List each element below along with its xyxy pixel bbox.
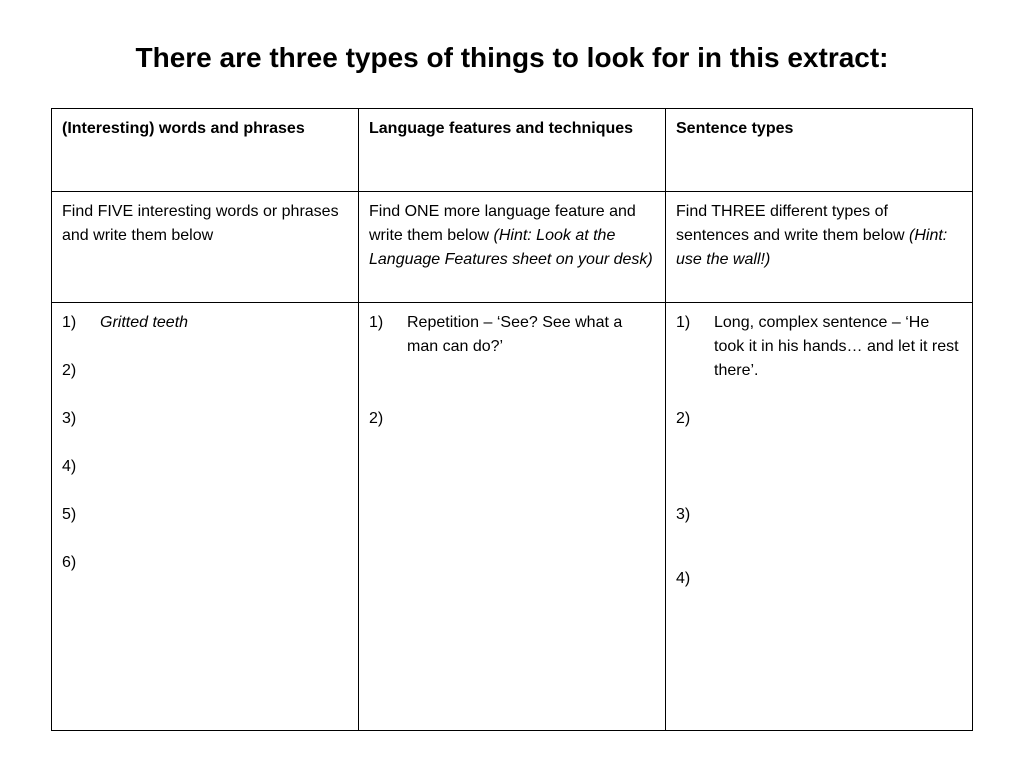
answer-row [52,303,973,731]
item-text: Long, complex sentence – ‘He took it in his hands… and let it rest there’. [714,314,959,379]
list-item [62,311,348,335]
list-item [369,407,655,431]
instruction-text: Find FIVE interesting words or phrases and write them below [62,203,339,244]
item-number: 2) [676,410,691,427]
list-item [62,359,348,383]
item-number: 5) [62,506,77,523]
header-label: Sentence types [676,120,794,137]
answer-list-sentences [676,311,962,591]
instruction-cell-sentences [666,192,973,303]
instruction-cell-features [359,192,666,303]
item-number: 1) [62,314,77,331]
item-number: 4) [676,570,691,587]
answer-cell-sentences [666,303,973,731]
header-cell-sentences [666,109,973,192]
item-text: Repetition – ‘See? See what a man can do?’ [407,314,623,355]
item-number: 1) [676,314,691,331]
list-item [676,503,962,527]
item-number: 1) [369,314,384,331]
item-number: 6) [62,554,77,571]
item-number: 2) [369,410,384,427]
answer-cell-features [359,303,666,731]
item-number: 4) [62,458,77,475]
item-number: 3) [62,410,77,427]
item-number: 2) [62,362,77,379]
list-item [676,407,962,431]
list-item [62,455,348,479]
instruction-hint: (Hint: use the wall!) [676,227,948,268]
answer-list-words [62,311,348,575]
answer-cell-words [52,303,359,731]
header-cell-features [359,109,666,192]
item-number: 3) [676,506,691,523]
header-cell-words [52,109,359,192]
list-item [62,503,348,527]
header-label: Language features and techniques [369,120,634,137]
instruction-row [52,192,973,303]
list-item [62,551,348,575]
instruction-text: Find ONE more language feature and write them below [369,203,636,244]
page-title: There are three types of things to look for in this extract: [135,42,889,73]
instruction-text: Find THREE different types of sentences and write them below [676,203,910,244]
list-item [62,407,348,431]
instruction-hint: (Hint: Look at the Language Features sheet on your desk) [369,227,653,268]
header-label: (Interesting) words and phrases [62,120,305,137]
list-item [676,567,962,591]
list-item [369,311,655,359]
item-text: Gritted teeth [100,314,189,331]
list-item [676,311,962,383]
answer-list-features [369,311,655,431]
instruction-cell-words [52,192,359,303]
worksheet-table [51,108,973,731]
header-row [52,109,973,192]
